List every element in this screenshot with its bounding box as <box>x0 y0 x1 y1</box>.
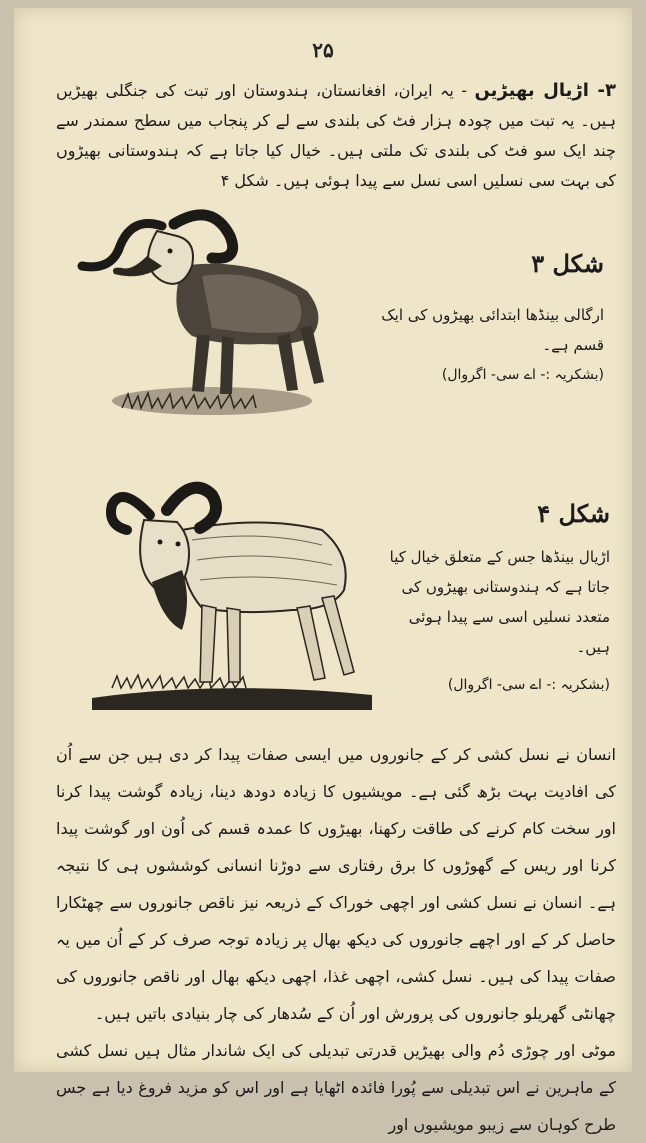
book-page <box>14 8 632 1134</box>
section-heading: ۳- اڑیال بھیڑیں <box>474 80 617 101</box>
figure-4-description: اڑیال بینڈھا جس کے متعلق خیال کیا جاتا ہے کہ ہندوستانی بھیڑوں کی متعدد نسلیں اسی سے پیدا ہوئی ہیں۔ <box>389 548 610 656</box>
intro-paragraph <box>56 76 616 196</box>
figure-3-caption <box>374 246 604 390</box>
figure-4-caption <box>374 496 610 700</box>
figure-4-title: شکل ۴ <box>537 499 610 528</box>
body-text <box>56 736 616 1143</box>
figure-4-credit: (بشکریہ :- اے سی- اگروال) <box>447 677 610 693</box>
argali-ram-illustration <box>62 196 342 426</box>
intro-text: - یہ ایران، افغانستان، ہندوستان اور تبت کی جنگلی بھیڑیں ہیں۔ یہ تبت میں چودہ ہزار فٹ کی بلندی سے لے کر پنجاب میں سطح سمندر سے چند ایک سو فٹ کی بلندی تک ملتی ہیں۔ خیال کیا جاتا ہے کہ ہندوستانی بھیڑوں کی بہت سی نسلیں اسی نسل سے پیدا ہوئی ہیں۔ شکل ۴ <box>56 81 616 190</box>
page-number: ۲۵ <box>312 38 334 62</box>
body-paragraph-1: انسان نے نسل کشی کر کے جانوروں میں ایسی صفات پیدا کر دی ہیں جن سے اُن کی افادیت بہت بڑھ گئی ہے۔ مویشیوں کا زیادہ دودھ دینا، زیادہ گوشت پیدا کرنا اور سخت کام کرنے کی طاقت رکھنا، بھیڑوں کا عمدہ قسم کی اُون اور گوشت پیدا کرنا اور ریس کے گھوڑوں کا برق رفتاری سے دوڑنا انسانی کوششوں ہی کا نتیجہ ہے۔ انسان نے نسل کشی اور اچھی خوراک کے ذریعہ نیز ناقص جانوروں سے چھٹکارا حاصل کر کے اور اچھے جانوروں کی دیکھ بھال پر زیادہ توجہ صرف کر کے اُن میں یہ صفات پیدا کی ہیں۔ نسل کشی، اچھی غذا، اچھی دیکھ بھال اور ناقص جانوروں کی چھانٹی گھریلو جانوروں کی پرورش اور اُن کے سُدھار کی چار بنیادی باتیں ہیں۔ <box>56 745 616 1023</box>
figure-3-credit: (بشکریہ :- اے سی- اگروال) <box>441 367 604 383</box>
figure-3-title: شکل ۳ <box>531 249 604 278</box>
urial-ram-illustration <box>82 470 372 715</box>
body-paragraph-2: موٹی اور چوڑی دُم والی بھیڑیں قدرتی تبدیلی کی ایک شاندار مثال ہیں نسل کشی کے ماہرین نے اس تبدیلی سے پُورا فائدہ اٹھایا ہے اور اس کو مزید فروغ دیا ہے جس طرح کوہان سے زیبو مویشیوں اور <box>56 1041 616 1134</box>
figure-3-description: ارگالی بینڈھا ابتدائی بھیڑوں کی ایک قسم ہے۔ <box>381 306 604 354</box>
